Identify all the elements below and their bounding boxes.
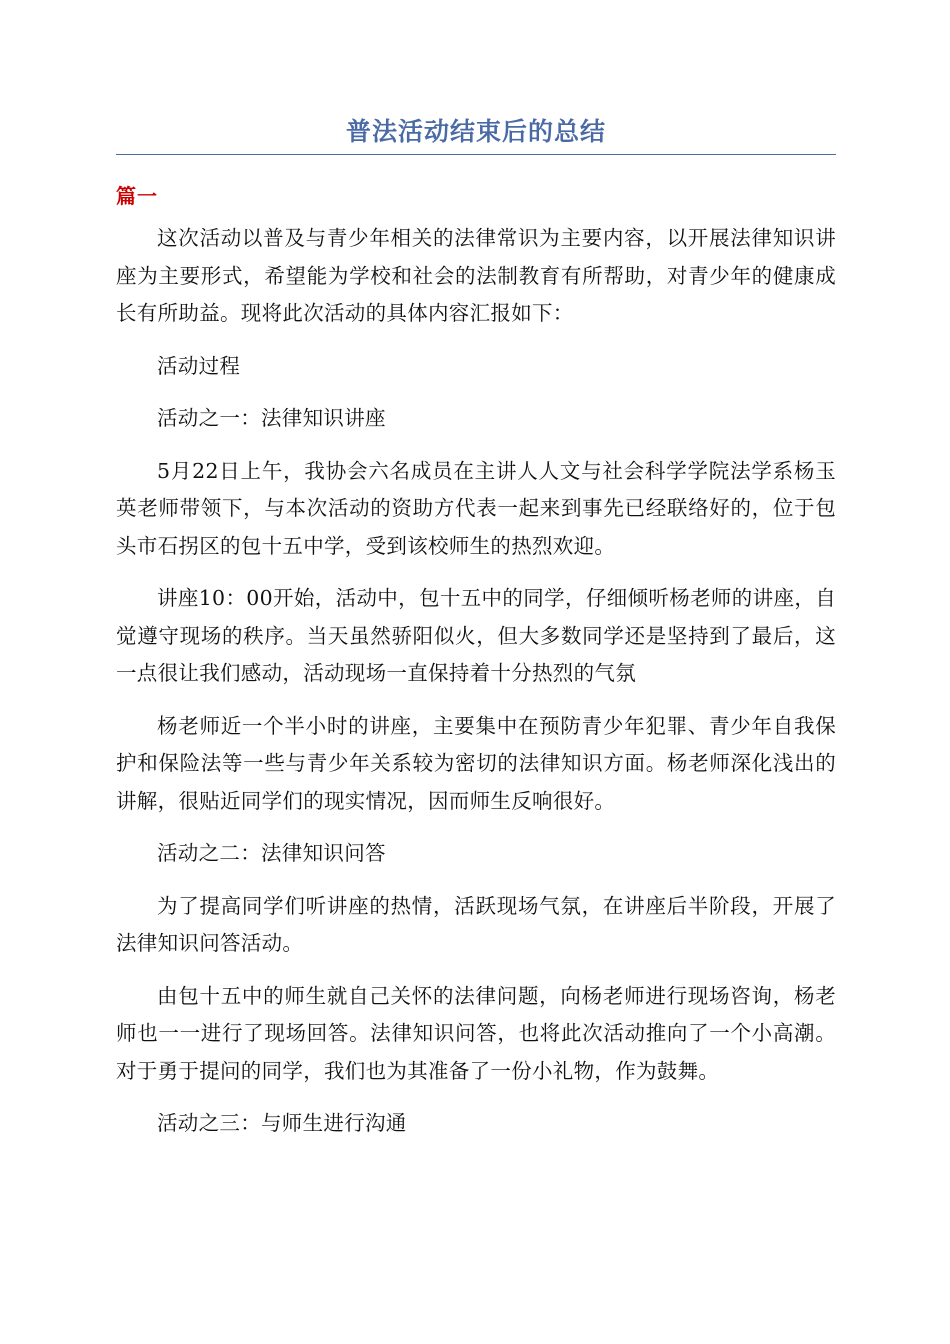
paragraph-lecture-content: 杨老师近一个半小时的讲座，主要集中在预防青少年犯罪、青少年自我保护和保险法等一些与青少年关系较为密切的法律知识方面。杨老师深化浅出的讲解，很贴近同学们的现实情况，因而师生反响很好。 — [116, 713, 836, 813]
paragraph-subheading-activity-1: 活动之一：法律知识讲座 — [157, 406, 386, 430]
title-underline — [116, 154, 836, 155]
paragraph-qa-intro: 为了提高同学们听讲座的热情，活跃现场气氛，在讲座后半阶段，开展了法律知识问答活动。 — [116, 893, 836, 955]
document-page — [116, 112, 836, 1158]
section-heading: 篇一 — [116, 184, 158, 208]
paragraph-subheading-process: 活动过程 — [157, 353, 241, 378]
paragraph-subheading-activity-3: 活动之三：与师生进行沟通 — [157, 1111, 407, 1135]
document-title: 普法活动结束后的总结 — [345, 117, 606, 146]
paragraph-lecture-start: 讲座10：00开始，活动中，包十五中的同学，仔细倾听杨老师的讲座，自觉遵守现场的秩序。当天虽然骄阳似火，但大多数同学还是坚持到了最后，这一点很让我们感动，活动现场一直保持着十分热烈的气氛 — [116, 586, 836, 685]
paragraph-qa-details: 由包十五中的师生就自己关怀的法律问题，向杨老师进行现场咨询，杨老师也一一进行了现场回答。法律知识问答，也将此次活动推向了一个小高潮。对于勇于提问的同学，我们也为其准备了一份小礼物，作为鼓舞。 — [116, 983, 836, 1083]
paragraph-lecture-details: 5月22日上午，我协会六名成员在主讲人人文与社会科学学院法学系杨玉英老师带领下，与本次活动的资助方代表一起来到事先已经联络好的，位于包头市石拐区的包十五中学，受到该校师生的热烈欢迎。 — [116, 458, 836, 558]
paragraph-subheading-activity-2: 活动之二：法律知识问答 — [157, 841, 386, 865]
paragraph-intro: 这次活动以普及与青少年相关的法律常识为主要内容，以开展法律知识讲座为主要形式，希望能为学校和社会的法制教育有所帮助，对青少年的健康成长有所助益。现将此次活动的具体内容汇报如下： — [116, 226, 836, 325]
